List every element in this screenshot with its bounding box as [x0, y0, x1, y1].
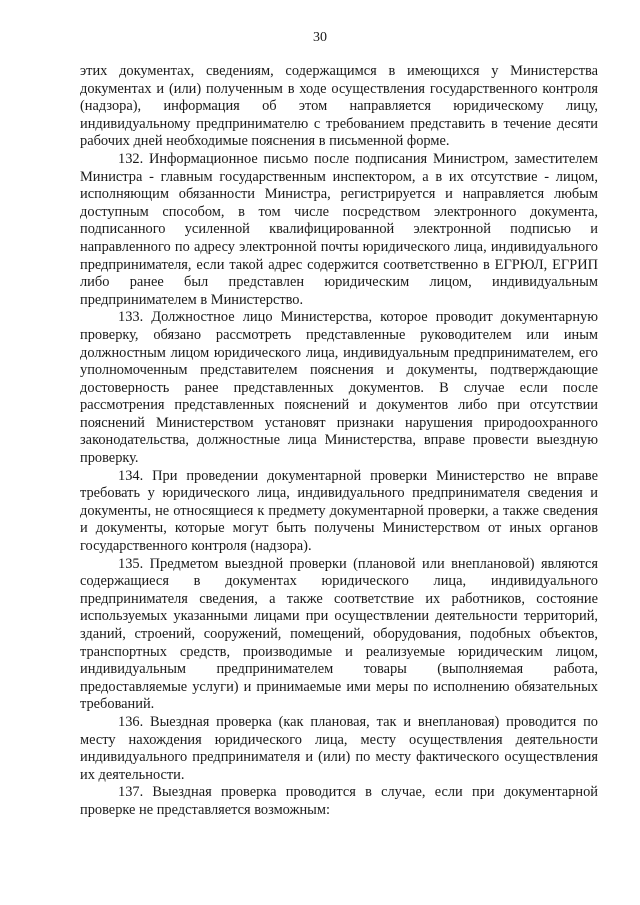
document-body	[80, 63, 598, 820]
paragraph-137: 137. Выездная проверка проводится в случае, если при документарной проверке не представляется возможным:	[80, 784, 598, 818]
paragraph-continuation: этих документах, сведениям, содержащимся в имеющихся у Министерства документах и (или) полученным в ходе осуществления государственного контроля (надзора), информация об этом направляется юридическому лицу, индивидуальному предпринимателю с требованием представить в течение десяти рабочих дней необходимые пояснения в письменной форме.	[80, 63, 598, 150]
paragraph-133: 133. Должностное лицо Министерства, которое проводит документарную проверку, обязано рассмотреть представленные руководителем или иным должностным лицом юридического лица, индивидуальным предпринимателем, его уполномоченным представителем пояснения и документы, подтверждающие достоверность ранее представленных документов. В случае если после рассмотрения представленных пояснений и документов либо при отсутствии пояснений Министерством установят признаки нарушения природоохранного законодательства, должностные лица Министерства, вправе провести выездную проверку.	[80, 309, 598, 467]
paragraph-135: 135. Предметом выездной проверки (плановой или внеплановой) являются содержащиеся в документах юридического лица, индивидуального предпринимателя сведения, а также соответствие их работников, состояние используемых указанными лицами при осуществлении деятельности территорий, зданий, строений, сооружений, помещений, оборудования, подобных объектов, транспортных средств, производимые и реализуемые юридическим лицом, индивидуальным предпринимателем товары (выполняемая работа, предоставляемые услуги) и принимаемые ими меры по исполнению обязательных требований.	[80, 555, 598, 713]
paragraph-132: 132. Информационное письмо после подписания Министром, заместителем Министра - главным государственным инспектором, а в их отсутствие - лицом, исполняющим обязанности Министра, регистрируется и направляется любым доступным способом, в том числе посредством электронного документа, подписанного усиленной квалифицированной электронной подписью и направленного по адресу электронной почты юридического лица, индивидуального предпринимателя, если такой адрес содержится соответственно в ЕГРЮЛ, ЕГРИП либо ранее был представлен юридическим лицом, индивидуальным предпринимателем в Министерство.	[80, 150, 598, 308]
paragraph-136: 136. Выездная проверка (как плановая, так и внеплановая) проводится по месту нахождения юридического лица, месту осуществления деятельности индивидуального предпринимателя и (или) по месту фактического осуществления их деятельности.	[80, 713, 598, 783]
page-number: 30	[313, 30, 327, 45]
paragraph-134: 134. При проведении документарной проверки Министерство не вправе требовать у юридического лица, индивидуального предпринимателя сведения и документы, не относящиеся к предмету документарной проверки, а также сведения и документы, которые могут быть получены Министерством от иных органов государственного контроля (надзора).	[80, 467, 598, 555]
